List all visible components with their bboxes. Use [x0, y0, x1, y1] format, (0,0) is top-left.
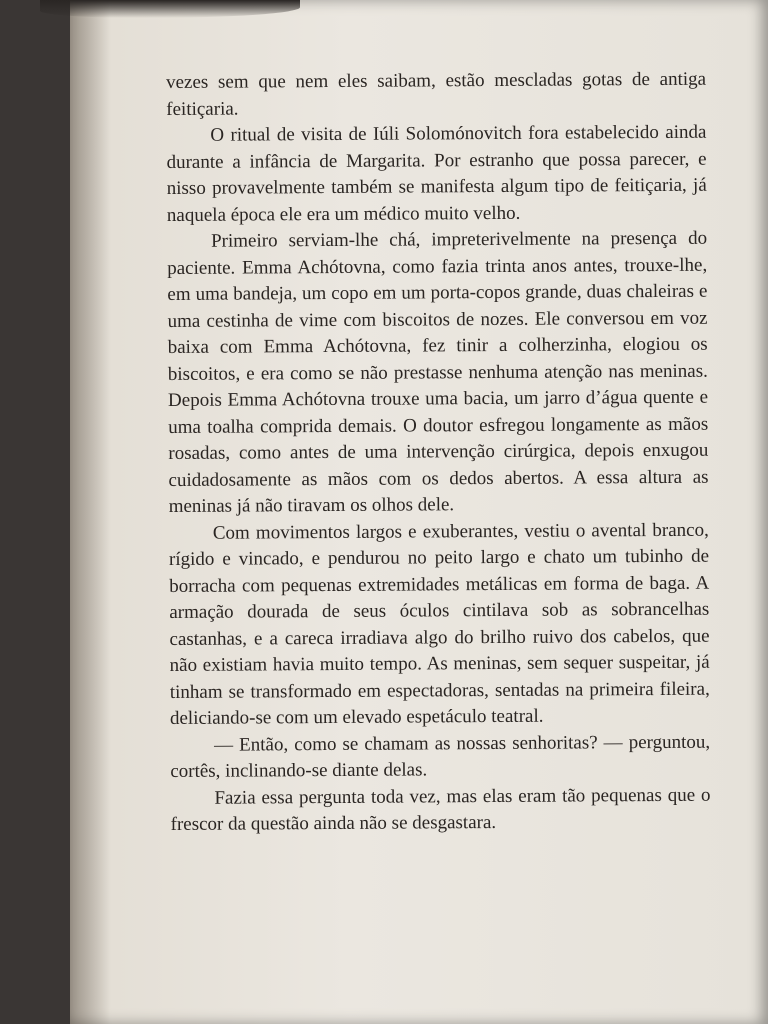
gutter-shadow: [70, 0, 110, 1024]
paragraph-6: Fazia essa pergunta toda vez, mas elas eram tão pequenas que o frescor da questão ainda não se desgastara.: [170, 784, 711, 835]
paragraph-5: — Então, como se chamam as nossas senhoritas? — perguntou, cortês, inclinando-se diante delas.: [170, 731, 711, 782]
page-text: [166, 67, 711, 839]
paragraph-1: vezes sem que nem eles saibam, estão mescladas gotas de antiga feitiçaria.: [166, 68, 707, 120]
paragraph-2: O ritual de visita de Iúli Solomónovitch fora estabelecido ainda durante a infância de Margarita. Por estranho que possa parecer, e nisso provavelmente também se manifesta algum tipo de feitiçaria, já naquela época ele era um médico muito velho.: [166, 121, 707, 226]
paragraph-4: Com movimentos largos e exuberantes, vestiu o avental branco, rígido e vincado, e pendurou no peito largo e chato um tubinho de borracha com pequenas extremidades metálicas em forma de baga. A armação dourada de seus óculos cintilava sob as sobrancelhas castanhas, e a careca irradiava algo do brilho ruivo dos cabelos, que não existiam havia muito tempo. As meninas, sem sequer suspeitar, já tinham se transformado em espectadoras, sentadas na primeira fileira, deliciando-se com um elevado espetáculo teatral.: [168, 519, 710, 729]
paragraph-3: Primeiro serviam-lhe chá, impreterivelmente na presença do paciente. Emma Achótovna, como fazia trinta anos antes, trouxe-lhe, em uma bandeja, um copo em um porta-copos grande, duas chaleiras e uma cestinha de vime com biscoitos de nozes. Ele conversou em voz baixa com Emma Achótovna, fez tinir a colherzinha, elogiou os biscoitos, e era como se não prestasse nenhuma atenção nas meninas. Depois Emma Achótovna trouxe uma bacia, um jarro d’água quente e uma toalha comprida demais. O doutor esfregou longamente as mãos rosadas, como antes de uma intervenção cirúrgica, depois enxugou cuidadosamente as mãos com os dedos abertos. A essa altura as meninas já não tiravam os olhos dele.: [167, 227, 709, 517]
